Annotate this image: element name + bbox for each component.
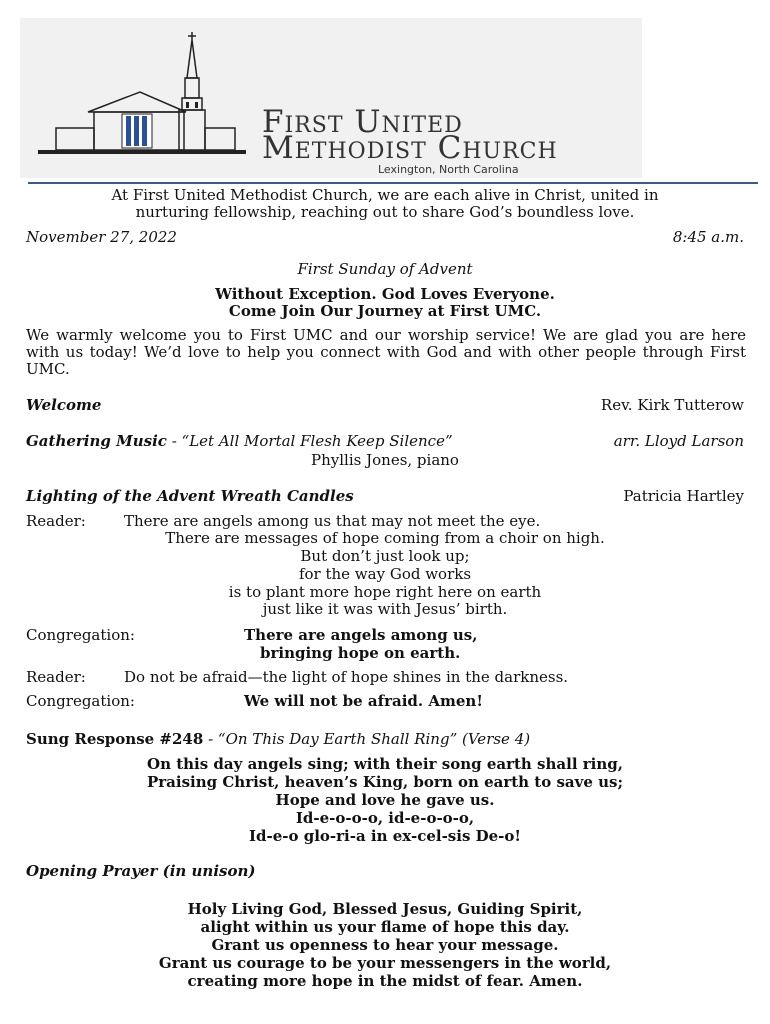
theme-line-2: Come Join Our Journey at First UMC. bbox=[228, 302, 542, 320]
reading-line-6: just like it was with Jesus’ birth. bbox=[262, 600, 508, 618]
gathering-music-heading bbox=[26, 432, 453, 450]
church-building-icon bbox=[36, 30, 248, 158]
sung-response-heading bbox=[26, 730, 530, 748]
gathering-music-performer: Phyllis Jones, piano bbox=[311, 451, 459, 469]
reading-line-4: for the way God works bbox=[298, 565, 472, 583]
occasion: First Sunday of Advent bbox=[297, 260, 473, 278]
church-location: Lexington, North Carolina bbox=[378, 163, 519, 176]
advent-wreath-leader: Patricia Hartley bbox=[623, 487, 744, 505]
reading-line-1: There are angels among us that may not meet the eye. bbox=[124, 512, 541, 530]
service-time: 8:45 a.m. bbox=[672, 228, 744, 246]
reading-line-5: is to plant more hope right here on earth bbox=[228, 583, 542, 601]
congregation-response-line-2: bringing hope on earth. bbox=[260, 644, 461, 662]
congregation-label: Congregation: bbox=[26, 626, 135, 644]
gathering-music-arranger: arr. Lloyd Larson bbox=[613, 432, 744, 450]
mission-line-1: At First United Methodist Church, we are each alive in Christ, united in bbox=[111, 186, 659, 204]
song-line-4: Id-e-o-o-o, id-e-o-o-o, bbox=[295, 809, 475, 827]
header-divider bbox=[28, 182, 758, 184]
congregation-response-2: We will not be afraid. Amen! bbox=[244, 692, 483, 710]
prayer-line-4: Grant us courage to be your messengers in the world, bbox=[158, 954, 612, 972]
reader-line-2: Do not be afraid—the light of hope shines in the darkness. bbox=[124, 668, 569, 686]
welcome-heading: Welcome bbox=[26, 396, 102, 414]
theme-line-1: Without Exception. God Loves Everyone. bbox=[215, 285, 555, 303]
prayer-line-1: Holy Living God, Blessed Jesus, Guiding Spirit, bbox=[187, 900, 583, 918]
service-date: November 27, 2022 bbox=[26, 228, 177, 246]
welcome-paragraph: We warmly welcome you to First UMC and our worship service! We are glad you are here with us today! We’d love to help you connect with God and with other people through First UMC. bbox=[26, 326, 746, 378]
advent-wreath-heading: Lighting of the Advent Wreath Candles bbox=[26, 487, 354, 505]
mission-line-2: nurturing fellowship, reaching out to share God’s boundless love. bbox=[135, 203, 635, 221]
reader-label: Reader: bbox=[26, 512, 86, 530]
prayer-line-5: creating more hope in the midst of fear. Amen. bbox=[187, 972, 583, 990]
reading-line-2: There are messages of hope coming from a choir on high. bbox=[165, 529, 605, 547]
gathering-music-piece: - “Let All Mortal Flesh Keep Silence” bbox=[166, 432, 453, 450]
song-line-3: Hope and love he gave us. bbox=[275, 791, 495, 809]
church-name-line2: Methodist Church bbox=[262, 130, 558, 166]
prayer-line-2: alight within us your flame of hope this day. bbox=[200, 918, 570, 936]
sung-response-title: Sung Response #248 bbox=[26, 730, 204, 748]
reader-label-2: Reader: bbox=[26, 668, 86, 686]
song-line-1: On this day angels sing; with their song earth shall ring, bbox=[147, 755, 623, 773]
congregation-response-line-1: There are angels among us, bbox=[244, 626, 478, 644]
welcome-leader: Rev. Kirk Tutterow bbox=[600, 396, 744, 414]
sung-response-detail: - “On This Day Earth Shall Ring” (Verse 4) bbox=[203, 730, 531, 748]
reading-line-3: But don’t just look up; bbox=[300, 547, 470, 565]
opening-prayer-heading: Opening Prayer (in unison) bbox=[26, 862, 256, 880]
song-line-5: Id-e-o glo-ri-a in ex-cel-sis De-o! bbox=[249, 827, 521, 845]
prayer-line-3: Grant us openness to hear your message. bbox=[211, 936, 559, 954]
song-line-2: Praising Christ, heaven’s King, born on earth to save us; bbox=[147, 773, 623, 791]
congregation-label-2: Congregation: bbox=[26, 692, 135, 710]
gathering-music-title: Gathering Music bbox=[26, 432, 167, 450]
church-name-line1: First United bbox=[262, 104, 463, 140]
